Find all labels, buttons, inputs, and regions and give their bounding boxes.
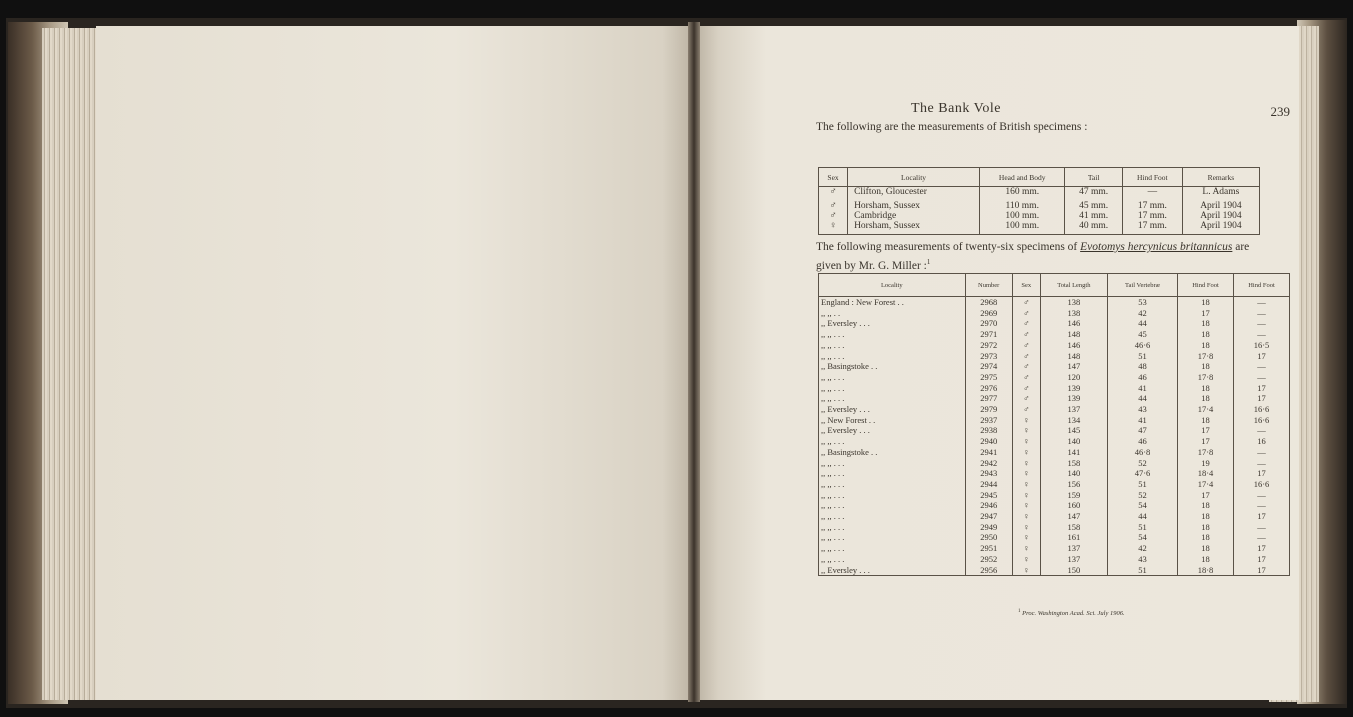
table-cell: 42 [1107,308,1177,319]
table-cell: 148 [1040,329,1107,340]
table-cell: 138 [1040,308,1107,319]
table-cell: 137 [1040,543,1107,554]
table-row [819,318,1290,329]
table-cell: — [1233,329,1289,340]
table-cell: 18 [1178,532,1234,543]
table-cell: — [1233,532,1289,543]
table-cell: ,, New Forest . . [819,415,966,426]
table-cell: ♂ [819,211,848,221]
paragraph-text: The following measurements of twenty-six specimens of [816,241,1081,253]
table-cell: ,, Eversley . . . [819,425,966,436]
table-cell: April 1904 [1182,211,1259,221]
table-cell: 140 [1040,468,1107,479]
table-cell: 140 [1040,436,1107,447]
table-cell: England : New Forest . . [819,297,966,308]
page-number: 239 [1270,104,1290,119]
table-cell: 2937 [965,415,1012,426]
table-cell: ♀ [1012,565,1040,576]
table-row [819,393,1290,404]
table-cell: ♀ [1012,447,1040,458]
table-cell: ♂ [1012,318,1040,329]
table-cell: 18·4 [1178,468,1234,479]
table-row [819,565,1290,576]
table-cell: ♀ [1012,468,1040,479]
table-cell: 17 [1178,490,1234,501]
table-cell: 18 [1178,383,1234,394]
table-cell: ,, ,, . . . [819,436,966,447]
table-cell: — [1233,458,1289,469]
table-row [819,436,1290,447]
paragraph-text-end: are given by Mr. G. Miller : [816,241,1250,272]
table-cell: ♀ [1012,543,1040,554]
table-cell: 51 [1107,351,1177,362]
table-cell: 161 [1040,532,1107,543]
table-cell: 16 [1233,436,1289,447]
table-cell: ♀ [1012,436,1040,447]
table-cell: 160 mm. [980,187,1065,198]
table-cell: ♀ [819,221,848,235]
table-cell: 159 [1040,490,1107,501]
table-cell: ♂ [1012,372,1040,383]
table-cell: 46·8 [1107,447,1177,458]
table-cell: ♂ [1012,297,1040,308]
table-cell: 2971 [965,329,1012,340]
table-cell: Clifton, Gloucester [848,187,980,198]
table-cell: 47 [1107,425,1177,436]
british-specimens-table [818,167,1260,235]
table-cell: ♀ [1012,490,1040,501]
table-cell: 18 [1178,554,1234,565]
table-cell: ♀ [1012,500,1040,511]
table-row [819,329,1290,340]
table-cell: 146 [1040,340,1107,351]
table-cell: 16·6 [1233,415,1289,426]
table-cell: ♀ [1012,554,1040,565]
table-cell: 18 [1178,393,1234,404]
table-cell: Cambridge [848,211,980,221]
table-cell: ,, Eversley . . . [819,404,966,415]
left-page-edges [42,28,102,700]
column-header: Hind Foot [1178,274,1234,297]
table-cell: ♂ [819,187,848,198]
table-cell: 48 [1107,361,1177,372]
table-cell: ,, ,, . . . [819,490,966,501]
left-page-blank [96,26,692,700]
column-header: Sex [1012,274,1040,297]
table-cell: 2942 [965,458,1012,469]
table-row [819,351,1290,362]
table-cell: 100 mm. [980,211,1065,221]
table-cell: 2973 [965,351,1012,362]
table-cell: ,, ,, . . . [819,329,966,340]
table-cell: 141 [1040,447,1107,458]
table-cell: ♀ [1012,458,1040,469]
table-cell: ♂ [1012,308,1040,319]
table-cell: Horsham, Sussex [848,221,980,235]
table-cell: 17 [1178,425,1234,436]
table-cell: ,, ,, . . . [819,383,966,394]
table-cell: 2969 [965,308,1012,319]
column-header: Sex [819,168,848,187]
table-cell: 17 [1233,351,1289,362]
column-header: Hind Foot [1233,274,1289,297]
table-row [819,221,1260,235]
table-row [819,297,1290,308]
table-cell: ,, Eversley . . . [819,318,966,329]
table-cell: 17 [1178,436,1234,447]
table-row [819,361,1290,372]
column-header: Total Length [1040,274,1107,297]
table-row [819,211,1260,221]
table-cell: ♀ [1012,522,1040,533]
table-cell: — [1233,490,1289,501]
table-cell: 110 mm. [980,197,1065,211]
table-cell: 16·6 [1233,404,1289,415]
table-cell: 2938 [965,425,1012,436]
table-cell: 18 [1178,415,1234,426]
table-cell: 17 [1233,511,1289,522]
table-cell: 150 [1040,565,1107,576]
table-cell: ♂ [1012,383,1040,394]
table-cell: — [1233,372,1289,383]
column-header: Locality [819,274,966,297]
table-cell: ,, ,, . . . [819,372,966,383]
table-cell: — [1233,522,1289,533]
table-cell: 145 [1040,425,1107,436]
table-cell: — [1233,318,1289,329]
table-cell: 46 [1107,372,1177,383]
table-cell: ♀ [1012,479,1040,490]
table-cell: ,, ,, . . . [819,340,966,351]
table-cell: 120 [1040,372,1107,383]
table-cell: 18 [1178,297,1234,308]
table-cell: 45 [1107,329,1177,340]
table-row [819,308,1290,319]
table-cell: 17 [1233,393,1289,404]
footnote-text: Proc. Washington Acad. Sci. July 1906. [1022,610,1125,618]
footnote-mark: 1 [926,258,931,266]
column-header: Remarks [1182,168,1259,187]
table-cell: 42 [1107,543,1177,554]
table-row [819,532,1290,543]
table-cell: ♀ [1012,532,1040,543]
table-cell: 2947 [965,511,1012,522]
table-cell: L. Adams [1182,187,1259,198]
table-cell: 147 [1040,361,1107,372]
table-cell: 52 [1107,458,1177,469]
table-row [819,425,1290,436]
table-cell: 18 [1178,340,1234,351]
column-header: Locality [848,168,980,187]
table-cell: 41 [1107,415,1177,426]
table-cell: ,, Eversley . . . [819,565,966,576]
table-cell: 2944 [965,479,1012,490]
table-cell: 17·4 [1178,479,1234,490]
table-cell: 17 [1233,543,1289,554]
column-header: Number [965,274,1012,297]
table-cell: ,, Basingstoke . . [819,447,966,458]
table-cell: — [1233,361,1289,372]
table-cell: 2940 [965,436,1012,447]
table-cell: 2975 [965,372,1012,383]
table-cell: 54 [1107,500,1177,511]
table-cell: 2956 [965,565,1012,576]
table-cell: 156 [1040,479,1107,490]
table-cell: April 1904 [1182,221,1259,235]
table-cell: 16·6 [1233,479,1289,490]
table-cell: — [1233,297,1289,308]
column-header: Hind Foot [1122,168,1182,187]
table-cell: 45 mm. [1065,197,1122,211]
table-cell: 100 mm. [980,221,1065,235]
intro-text: The following are the measurements of British specimens : [816,121,1088,133]
table-cell: 17·4 [1178,404,1234,415]
table-cell: — [1233,500,1289,511]
table-row [819,383,1290,394]
table-cell: ,, ,, . . . [819,351,966,362]
table-cell: 18 [1178,543,1234,554]
table-row [819,522,1290,533]
table-cell: 46·6 [1107,340,1177,351]
table-cell: ♂ [1012,351,1040,362]
table-cell: ,, ,, . . . [819,479,966,490]
table-cell: ,, ,, . . . [819,543,966,554]
table-cell: 2968 [965,297,1012,308]
footnote [1018,609,1125,617]
table-cell: 43 [1107,554,1177,565]
table-cell: 146 [1040,318,1107,329]
table-cell: ♂ [1012,393,1040,404]
table-cell: 17 [1233,554,1289,565]
table-cell: 18 [1178,329,1234,340]
table-cell: 51 [1107,479,1177,490]
table-cell: 2976 [965,383,1012,394]
table-cell: 148 [1040,351,1107,362]
table-cell: 51 [1107,522,1177,533]
table-cell: 2943 [965,468,1012,479]
table-cell: 54 [1107,532,1177,543]
table-cell: 47 mm. [1065,187,1122,198]
table-cell: 47·6 [1107,468,1177,479]
table-cell: 139 [1040,383,1107,394]
table-cell: 2970 [965,318,1012,329]
table-cell: 138 [1040,297,1107,308]
table-cell: ♀ [1012,511,1040,522]
table-cell: 43 [1107,404,1177,415]
table-cell: Horsham, Sussex [848,197,980,211]
table-cell: 18 [1178,522,1234,533]
column-header: Head and Body [980,168,1065,187]
table-row [819,197,1260,211]
table-row [819,468,1290,479]
table-cell: 44 [1107,511,1177,522]
table-cell: — [1122,187,1182,198]
table-cell: ,, ,, . . [819,308,966,319]
table-row [819,447,1290,458]
table-cell: — [1233,425,1289,436]
table-cell: ,, ,, . . . [819,554,966,565]
table-cell: 158 [1040,522,1107,533]
table-row [819,500,1290,511]
table-cell: ♀ [1012,415,1040,426]
table-cell: ♂ [1012,404,1040,415]
book-gutter [688,22,700,702]
column-header: Tail [1065,168,1122,187]
table-cell: 53 [1107,297,1177,308]
table-cell: 137 [1040,554,1107,565]
table-row [819,458,1290,469]
table-cell: 17·8 [1178,351,1234,362]
table-cell: 2974 [965,361,1012,372]
table-row [819,479,1290,490]
species-name: Evotomys hercynicus britannicus [1080,241,1233,253]
table-cell: 17·8 [1178,447,1234,458]
table-cell: 158 [1040,458,1107,469]
table-cell: 17·8 [1178,372,1234,383]
running-head [806,101,1290,121]
page-content [806,26,1290,626]
table-cell: 2951 [965,543,1012,554]
table-cell: 18 [1178,511,1234,522]
table-cell: 41 mm. [1065,211,1122,221]
right-page [694,26,1299,700]
table-cell: 2949 [965,522,1012,533]
table-cell: 2950 [965,532,1012,543]
table-cell: 46 [1107,436,1177,447]
table-cell: 51 [1107,565,1177,576]
table-row [819,372,1290,383]
table-cell: 2941 [965,447,1012,458]
table-cell: ,, ,, . . . [819,468,966,479]
table-cell: 2972 [965,340,1012,351]
table-cell: ♂ [819,197,848,211]
table-cell: — [1233,447,1289,458]
table-cell: ♀ [1012,425,1040,436]
table-cell: 19 [1178,458,1234,469]
table-cell: ,, ,, . . . [819,458,966,469]
table-cell: 17 [1233,565,1289,576]
table-cell: ♂ [1012,329,1040,340]
table-cell: 44 [1107,393,1177,404]
table-cell: 134 [1040,415,1107,426]
table-cell: — [1233,308,1289,319]
table-cell: 17 mm. [1122,197,1182,211]
table-row [819,543,1290,554]
table-cell: ,, ,, . . . [819,532,966,543]
miller-measurements-table [818,273,1290,576]
table-cell: 18 [1178,361,1234,372]
table-cell: ,, ,, . . . [819,500,966,511]
table-cell: April 1904 [1182,197,1259,211]
table-row [819,340,1290,351]
table-cell: 2977 [965,393,1012,404]
footnote-number: 1 [1018,609,1021,614]
table-cell: 17 [1178,308,1234,319]
table-cell: 41 [1107,383,1177,394]
table-cell: 17 mm. [1122,221,1182,235]
table-row [819,554,1290,565]
table-cell: 52 [1107,490,1177,501]
table-row [819,415,1290,426]
table-cell: ,, ,, . . . [819,522,966,533]
column-header: Tail Vertebræ [1107,274,1177,297]
table-cell: 16·5 [1233,340,1289,351]
table-cell: 44 [1107,318,1177,329]
table-cell: 40 mm. [1065,221,1122,235]
table-cell: 17 [1233,383,1289,394]
table-cell: 137 [1040,404,1107,415]
table-row [819,511,1290,522]
table-cell: 18·8 [1178,565,1234,576]
table-cell: 17 mm. [1122,211,1182,221]
table-cell: 18 [1178,318,1234,329]
table-cell: 2952 [965,554,1012,565]
table-row [819,187,1260,198]
table-cell: 147 [1040,511,1107,522]
miller-paragraph [816,240,1266,274]
table-cell: 17 [1233,468,1289,479]
table-cell: 2946 [965,500,1012,511]
table-cell: 2979 [965,404,1012,415]
running-title: The Bank Vole [911,101,1001,116]
table-cell: ,, ,, . . . [819,511,966,522]
table-row [819,490,1290,501]
table-cell: 18 [1178,500,1234,511]
table-cell: 139 [1040,393,1107,404]
table-cell: 160 [1040,500,1107,511]
table-cell: ♂ [1012,361,1040,372]
table-cell: ,, Basingstoke . . [819,361,966,372]
table-cell: ♂ [1012,340,1040,351]
table-cell: 2945 [965,490,1012,501]
table-cell: ,, ,, . . . [819,393,966,404]
table-row [819,404,1290,415]
